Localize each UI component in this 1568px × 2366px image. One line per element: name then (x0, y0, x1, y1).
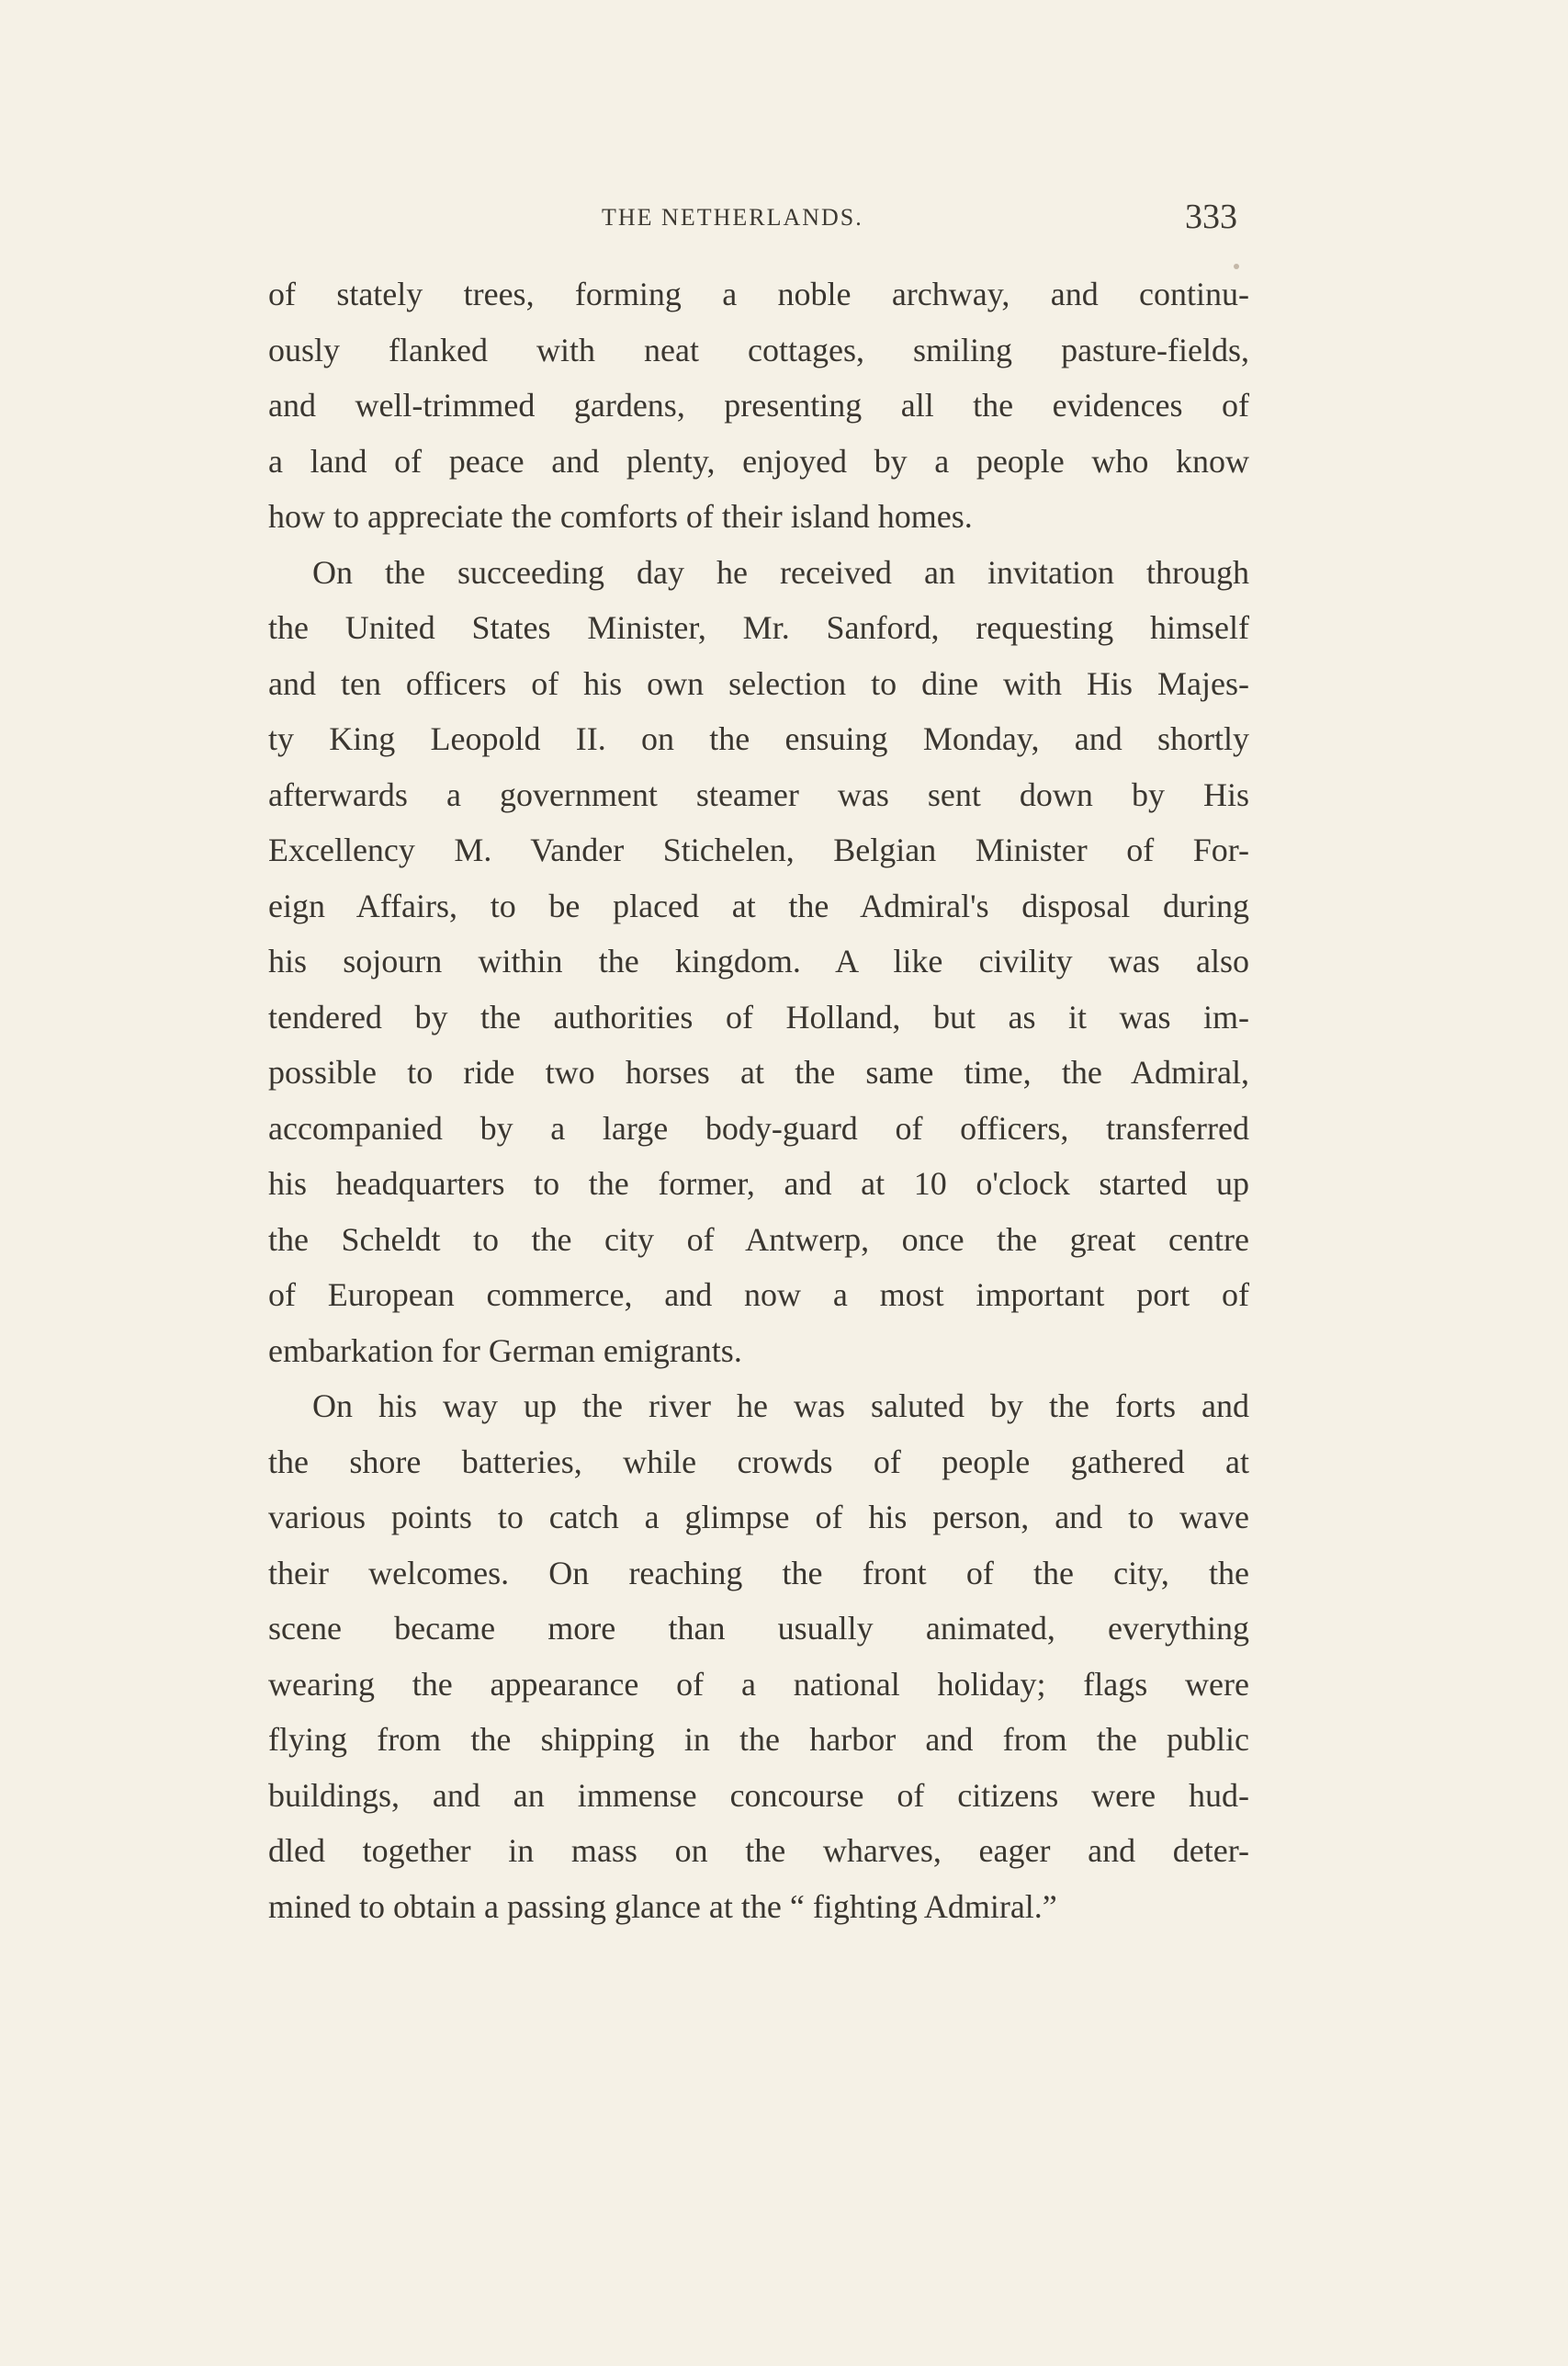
text-line: afterwards a government steamer was sent down by His (268, 775, 1249, 813)
text-line: of stately trees, forming a noble archway, and continu- (268, 276, 1249, 312)
text-line: the Scheldt to the city of Antwerp, once the great centre (268, 1220, 1249, 1258)
text-line: his headquarters to the former, and at 10 o'clock started up (268, 1165, 1249, 1202)
text-line: accompanied by a large body-guard of officers, transferred (268, 1109, 1249, 1147)
text-line: eign Affairs, to be placed at the Admiral's disposal during (268, 887, 1249, 924)
text-line: ty King Leopold II. on the ensuing Monday, and shortly (268, 720, 1249, 757)
text-line: how to appreciate the comforts of their island homes. (268, 498, 973, 535)
text-line: their welcomes. On reaching the front of the city, the (268, 1554, 1249, 1591)
text-line: mined to obtain a passing glance at the “ fighting Admiral.” (268, 1887, 1057, 1925)
text-line: his sojourn within the kingdom. A like civility was also (268, 943, 1249, 979)
text-line: wearing the appearance of a national holiday; flags were (268, 1665, 1249, 1703)
page-number: 333 (1185, 198, 1237, 236)
running-head (0, 197, 1568, 243)
text-line: embarkation for German emigrants. (268, 1331, 742, 1369)
text-line: and well-trimmed gardens, presenting all the evidences of (268, 387, 1249, 424)
text-line: of European commerce, and now a most important port of (268, 1276, 1249, 1313)
text-line: a land of peace and plenty, enjoyed by a people who know (268, 442, 1249, 480)
paragraph-3 (268, 1378, 1249, 1934)
text-line: tendered by the authorities of Holland, but as it was im- (268, 998, 1249, 1036)
text-line: possible to ride two horses at the same time, the Admiral, (268, 1054, 1249, 1091)
text-line: dled together in mass on the wharves, eager and deter- (268, 1832, 1249, 1869)
text-line: On his way up the river he was saluted by the forts and (312, 1387, 1249, 1424)
text-line: various points to catch a glimpse of his person, and to wave (268, 1499, 1249, 1535)
text-line: ously flanked with neat cottages, smiling pasture-fields, (268, 331, 1249, 368)
text-line: buildings, and an immense concourse of citizens were hud- (268, 1776, 1249, 1814)
text-line: and ten officers of his own selection to dine with His Majes- (268, 664, 1249, 702)
running-title: THE NETHERLANDS. (602, 204, 863, 231)
text-line: Excellency M. Vander Stichelen, Belgian Minister of For- (268, 832, 1249, 868)
text-line: flying from the shipping in the harbor and from the public (268, 1721, 1249, 1758)
paragraph-2 (268, 545, 1249, 1379)
body-text (268, 266, 1249, 1934)
paragraph-1 (268, 266, 1249, 545)
text-line: scene became more than usually animated, everything (268, 1610, 1249, 1647)
text-line: the shore batteries, while crowds of people gathered at (268, 1443, 1249, 1480)
text-line: On the succeeding day he received an invitation through (312, 553, 1249, 591)
text-line: the United States Minister, Mr. Sanford, requesting himself (268, 609, 1249, 646)
